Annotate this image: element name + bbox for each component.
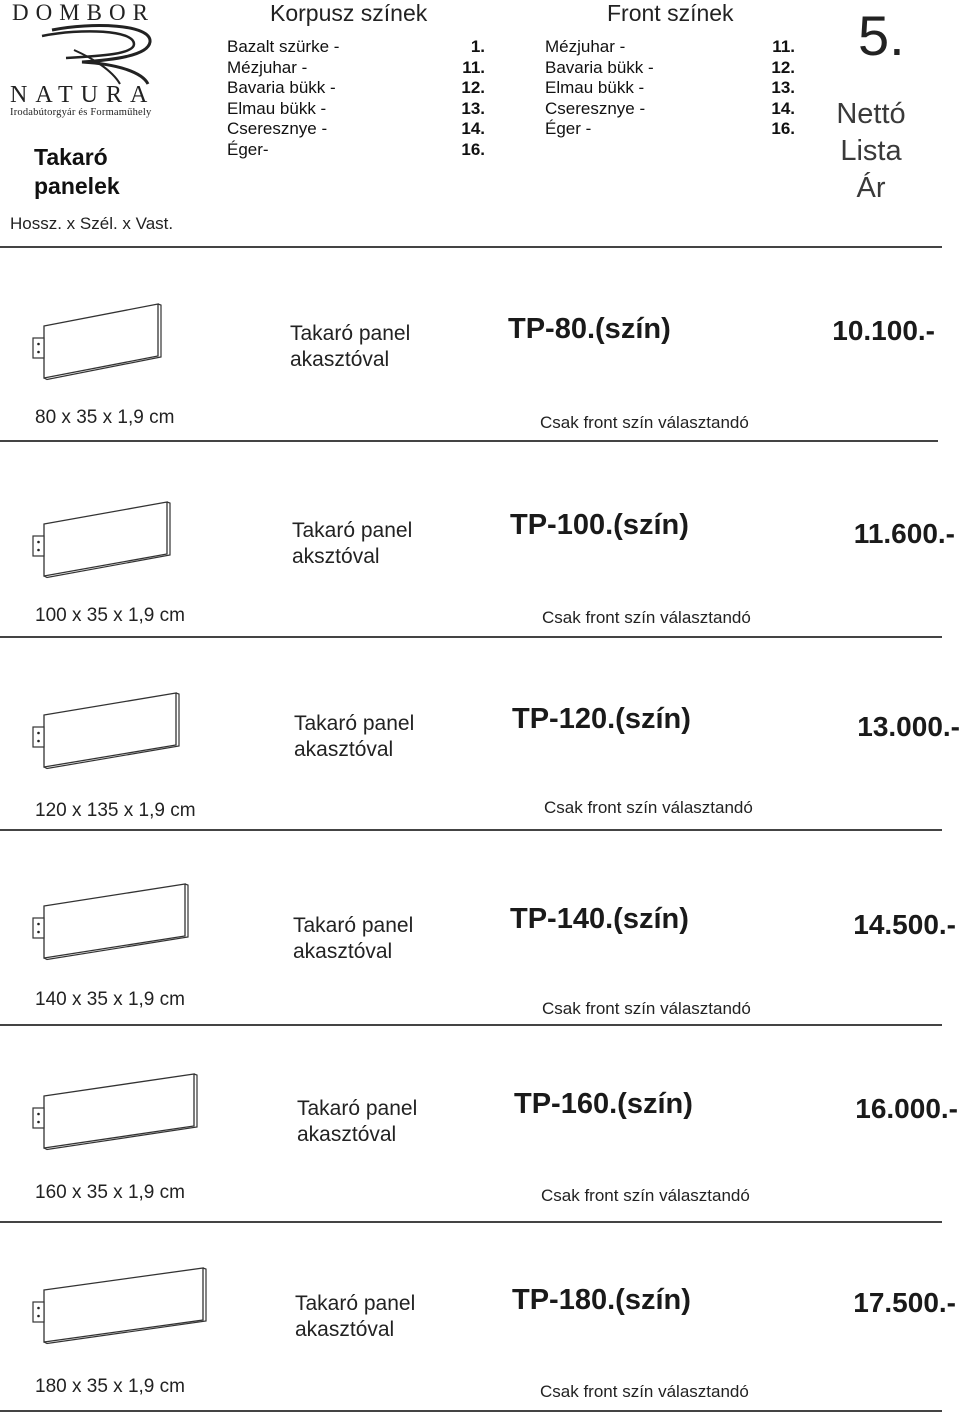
row-divider: [0, 1410, 942, 1412]
product-name-line1: Takaró panel: [297, 1097, 418, 1120]
korpus-color-code: 1.: [470, 37, 485, 56]
panel-drawing: [30, 1264, 235, 1348]
korpus-color-code: 12.: [461, 78, 485, 97]
front-color-code: 12.: [771, 57, 795, 77]
document-title-line2: panelek: [34, 173, 120, 199]
brand-name-top: DOMBOR: [12, 0, 155, 25]
product-code: TP-160.(szín): [514, 1088, 693, 1120]
product-name-line2: akasztóval: [294, 738, 394, 761]
panel-face: [44, 1268, 203, 1342]
price-header-line1: Nettó: [836, 98, 906, 130]
front-heading: Front színek: [607, 0, 734, 26]
front-color-name: Elmau bükk -: [545, 78, 645, 97]
product-code: TP-100.(szín): [510, 509, 689, 541]
document-title-line1: Takaró: [34, 144, 108, 170]
front-color-code: 11.: [772, 37, 795, 56]
product-dimensions: 140 x 35 x 1,9 cm: [35, 989, 185, 1010]
product-note: Csak front szín választandó: [542, 999, 751, 1018]
product-name-line2: aksztóval: [292, 545, 380, 568]
product-note: Csak front szín választandó: [540, 413, 749, 432]
product-code: TP-180.(szín): [512, 1284, 691, 1316]
brand-subtitle: Irodabútorgyár és Formaműhely: [10, 107, 152, 118]
page-number: 5.: [858, 4, 905, 67]
product-dimensions: 180 x 35 x 1,9 cm: [35, 1376, 185, 1397]
korpus-color-name: Mézjuhar -: [227, 57, 308, 77]
korpus-color-name: Éger-: [227, 139, 269, 159]
product-note: Csak front szín választandó: [541, 1186, 750, 1205]
korpus-color-name: Bazalt szürke -: [227, 37, 340, 56]
product-dimensions: 80 x 35 x 1,9 cm: [35, 407, 175, 428]
product-name-line2: akasztóval: [290, 348, 390, 371]
product-dimensions: 100 x 35 x 1,9 cm: [35, 605, 185, 626]
hanger-screw: [37, 1307, 40, 1310]
front-color-code: 16.: [771, 119, 795, 138]
product-note: Csak front szín választandó: [544, 798, 753, 817]
product-price: 11.600.-: [853, 518, 955, 549]
korpus-color-name: Cseresznye -: [227, 119, 328, 138]
korpus-color-name: Elmau bükk -: [227, 98, 327, 118]
product-name-line2: akasztóval: [295, 1318, 395, 1341]
dimension-header: Hossz. x Szél. x Vast.: [10, 214, 174, 233]
product-note: Csak front szín választandó: [542, 608, 751, 627]
product-name: [295, 1291, 475, 1343]
price-header-line3: Ár: [856, 172, 886, 204]
product-price: 16.000.-: [855, 1093, 958, 1124]
product-dimensions: 160 x 35 x 1,9 cm: [35, 1182, 185, 1203]
front-color-name: Bavaria bükk -: [545, 57, 654, 77]
product-price: 13.000.-: [857, 711, 960, 742]
product-name-line1: Takaró panel: [292, 519, 413, 542]
product-dimensions: 120 x 135 x 1,9 cm: [35, 800, 196, 821]
product-code: TP-140.(szín): [510, 903, 689, 935]
korpus-color-code: 16.: [461, 139, 485, 159]
korpus-color-code: 14.: [461, 119, 485, 138]
korpus-heading: Korpusz színek: [270, 0, 428, 26]
product-name-line1: Takaró panel: [293, 914, 414, 937]
brand-name-bottom: NATURA: [10, 82, 156, 108]
product-price: 17.500.-: [853, 1287, 956, 1318]
front-color-name: Mézjuhar -: [545, 37, 626, 56]
product-code: TP-120.(szín): [512, 703, 691, 735]
product-name-line1: Takaró panel: [294, 712, 415, 735]
front-color-code: 14.: [771, 98, 795, 118]
korpus-color-name: Bavaria bükk -: [227, 78, 336, 97]
front-color-code: 13.: [771, 78, 795, 97]
korpus-color-code: 13.: [461, 98, 485, 118]
front-color-name: Cseresznye -: [545, 98, 646, 118]
product-code: TP-80.(szín): [508, 313, 671, 345]
product-name-line2: akasztóval: [293, 940, 393, 963]
product-note: Csak front szín választandó: [540, 1382, 749, 1401]
product-name-line1: Takaró panel: [295, 1292, 416, 1315]
korpus-color-code: 11.: [462, 57, 485, 77]
price-header-line2: Lista: [840, 135, 902, 167]
product-price: 10.100.-: [832, 315, 935, 346]
product-name-line2: akasztóval: [297, 1123, 397, 1146]
product-name-line1: Takaró panel: [290, 322, 411, 345]
front-color-name: Éger -: [545, 119, 592, 138]
product-price: 14.500.-: [853, 909, 956, 940]
hanger-screw: [37, 1315, 40, 1318]
hanger-bracket: [33, 1302, 44, 1322]
